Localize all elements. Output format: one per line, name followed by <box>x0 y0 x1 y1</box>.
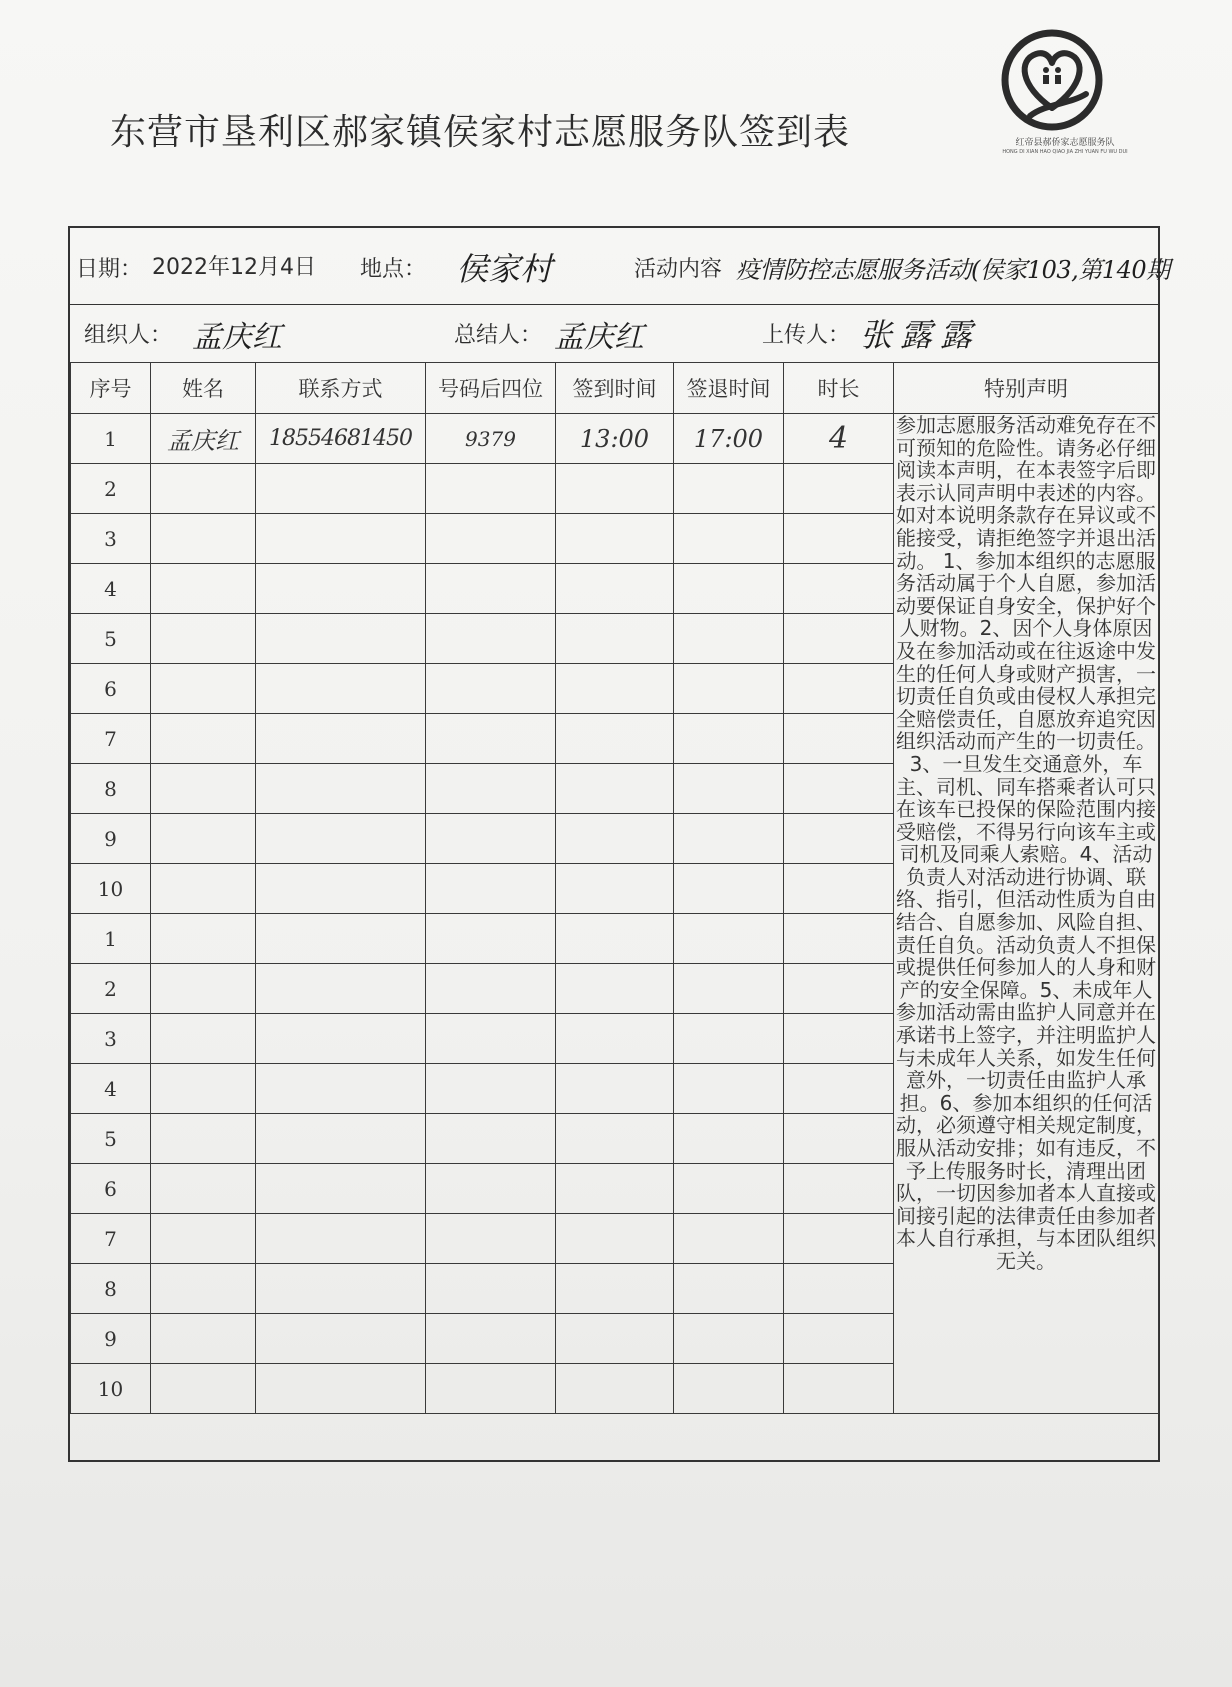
row-contact[interactable] <box>256 1214 426 1264</box>
page-title: 东营市垦利区郝家镇侯家村志愿服务队签到表 <box>110 112 851 153</box>
row-checkout[interactable] <box>674 1014 784 1064</box>
row-contact[interactable] <box>256 564 426 614</box>
row-duration[interactable] <box>784 1114 894 1164</box>
row-duration[interactable] <box>784 1364 894 1414</box>
row-checkout[interactable] <box>674 864 784 914</box>
row-contact[interactable] <box>256 764 426 814</box>
header-duration: 时长 <box>784 363 894 414</box>
row-checkout[interactable] <box>674 764 784 814</box>
row-checkin[interactable] <box>556 714 674 764</box>
row-last4[interactable] <box>426 764 556 814</box>
row-last4[interactable] <box>426 1014 556 1064</box>
row-seq: 10 <box>71 1364 151 1414</box>
row-seq: 5 <box>71 1114 151 1164</box>
row-contact[interactable] <box>256 664 426 714</box>
row-duration[interactable] <box>784 1164 894 1214</box>
row-checkin[interactable] <box>556 814 674 864</box>
row-checkin[interactable] <box>556 664 674 714</box>
row-seq: 5 <box>71 614 151 664</box>
row-last4[interactable] <box>426 914 556 964</box>
row-checkin[interactable] <box>556 1064 674 1114</box>
row-last4[interactable] <box>426 714 556 764</box>
row-contact[interactable] <box>256 964 426 1014</box>
row-contact[interactable] <box>256 514 426 564</box>
row-name[interactable] <box>151 614 256 664</box>
row-last4[interactable] <box>426 514 556 564</box>
row-last4[interactable] <box>426 464 556 514</box>
row-name[interactable] <box>151 714 256 764</box>
row-checkin[interactable] <box>556 1014 674 1064</box>
row-contact[interactable] <box>256 1314 426 1364</box>
table-header-row <box>71 363 1159 414</box>
header-seq: 序号 <box>71 363 151 414</box>
row-duration[interactable] <box>784 764 894 814</box>
row-contact[interactable] <box>256 1364 426 1414</box>
place-label: 地点： <box>360 257 427 282</box>
row-duration[interactable] <box>784 964 894 1014</box>
row-checkout[interactable] <box>674 1064 784 1114</box>
header-declaration: 特别声明 <box>894 363 1159 414</box>
row-duration[interactable] <box>784 814 894 864</box>
row-name[interactable] <box>151 764 256 814</box>
row-duration[interactable]: 4 <box>784 414 894 464</box>
date-value: 2022年12月4日 <box>152 255 316 280</box>
row-name[interactable] <box>151 564 256 614</box>
row-seq: 8 <box>71 764 151 814</box>
volunteer-logo <box>990 20 1140 165</box>
header-name: 姓名 <box>151 363 256 414</box>
row-checkin[interactable] <box>556 1164 674 1214</box>
row-duration[interactable] <box>784 664 894 714</box>
organizer-label: 组织人： <box>84 323 173 348</box>
row-last4[interactable] <box>426 564 556 614</box>
row-checkin[interactable] <box>556 914 674 964</box>
row-last4[interactable] <box>426 1164 556 1214</box>
row-checkout[interactable] <box>674 464 784 514</box>
row-name[interactable]: 孟庆红 <box>151 414 256 464</box>
row-duration[interactable] <box>784 714 894 764</box>
row-checkout[interactable] <box>674 514 784 564</box>
row-name[interactable] <box>151 1314 256 1364</box>
row-checkout[interactable] <box>674 1114 784 1164</box>
row-checkout[interactable] <box>674 664 784 714</box>
row-checkout[interactable]: 17:00 <box>674 414 784 464</box>
row-checkout[interactable] <box>674 814 784 864</box>
row-duration[interactable] <box>784 564 894 614</box>
row-checkout[interactable] <box>674 614 784 664</box>
row-seq: 7 <box>71 1214 151 1264</box>
row-name[interactable] <box>151 914 256 964</box>
row-checkin[interactable] <box>556 1314 674 1364</box>
row-name[interactable] <box>151 464 256 514</box>
row-checkout[interactable] <box>674 714 784 764</box>
row-name[interactable] <box>151 1214 256 1264</box>
row-last4[interactable] <box>426 1264 556 1314</box>
row-checkout[interactable] <box>674 964 784 1014</box>
row-duration[interactable] <box>784 464 894 514</box>
row-duration[interactable] <box>784 1014 894 1064</box>
table-row <box>71 414 1159 464</box>
row-duration[interactable] <box>784 914 894 964</box>
row-last4[interactable] <box>426 864 556 914</box>
row-last4[interactable] <box>426 1114 556 1164</box>
info-row-people <box>70 304 1158 363</box>
row-checkout[interactable] <box>674 1314 784 1364</box>
row-checkout[interactable] <box>674 1214 784 1264</box>
row-name[interactable] <box>151 1064 256 1114</box>
row-contact[interactable] <box>256 464 426 514</box>
row-checkin[interactable] <box>556 1264 674 1314</box>
row-checkin[interactable] <box>556 614 674 664</box>
uploader-label: 上传人： <box>762 323 851 348</box>
activity-label: 活动内容 <box>634 257 723 282</box>
row-last4[interactable] <box>426 1364 556 1414</box>
row-contact[interactable] <box>256 914 426 964</box>
row-contact[interactable] <box>256 1164 426 1214</box>
row-checkout[interactable] <box>674 1364 784 1414</box>
row-checkout[interactable] <box>674 1164 784 1214</box>
signin-table <box>70 362 1159 1414</box>
row-duration[interactable] <box>784 1214 894 1264</box>
row-duration[interactable] <box>784 614 894 664</box>
row-last4[interactable] <box>426 964 556 1014</box>
row-checkin[interactable] <box>556 864 674 914</box>
row-duration[interactable] <box>784 1264 894 1314</box>
row-last4[interactable] <box>426 1314 556 1364</box>
row-contact[interactable] <box>256 1114 426 1164</box>
row-seq: 3 <box>71 514 151 564</box>
place-value: 侯家村 <box>456 250 553 288</box>
row-name[interactable] <box>151 1364 256 1414</box>
header-contact: 联系方式 <box>256 363 426 414</box>
row-seq: 4 <box>71 564 151 614</box>
date-label: 日期： <box>76 257 143 282</box>
row-checkin[interactable] <box>556 1214 674 1264</box>
row-name[interactable] <box>151 814 256 864</box>
row-contact[interactable]: 18554681450 <box>256 414 426 464</box>
info-row-date <box>70 228 1170 305</box>
row-seq: 10 <box>71 864 151 914</box>
activity-value: 疫情防控志愿服务活动(侯家103,第140期 <box>736 256 1170 284</box>
row-checkin[interactable] <box>556 464 674 514</box>
row-seq: 6 <box>71 664 151 714</box>
header-checkin: 签到时间 <box>556 363 674 414</box>
row-contact[interactable] <box>256 1014 426 1064</box>
row-name[interactable] <box>151 1164 256 1214</box>
row-duration[interactable] <box>784 1314 894 1364</box>
header-checkout: 签退时间 <box>674 363 784 414</box>
row-duration[interactable] <box>784 514 894 564</box>
row-seq: 4 <box>71 1064 151 1114</box>
logo-org-name: 红帝县郝侨家志愿服务队 <box>1015 138 1115 148</box>
row-last4[interactable] <box>426 1214 556 1264</box>
row-seq: 2 <box>71 964 151 1014</box>
row-name[interactable] <box>151 664 256 714</box>
summarizer-label: 总结人： <box>454 323 543 348</box>
row-contact[interactable] <box>256 1064 426 1114</box>
header-last4: 号码后四位 <box>426 363 556 414</box>
row-seq: 2 <box>71 464 151 514</box>
row-checkin[interactable]: 13:00 <box>556 414 674 464</box>
declaration-text: 参加志愿服务活动难免存在不可预知的危险性。请务必仔细阅读本声明，在本表签字后即表示认同声明中表述的内容。如对本说明条款存在异议或不能接受，请拒绝签字并退出活动。 1、参加本组织的志愿服务活动属于个人自愿，参加活动要保证自身安全，保护好个人财物。2、因个人身体原因及在参加活动或在往返途中发生的任何人身或财产损害，一切责任自负或由侵权人承担完全赔偿责任，自愿放弃追究因组织活动而产生的一切责任。3、一旦发生交通意外，车主、司机、同车搭乘者认可只在该车已投保的保险范围内接受赔偿，不得另行向该车主或司机及同乘人索赔。4、活动负责人对活动进行协调、联络、指引，但活动性质为自由结合、自愿参加、风险自担、责任自负。活动负责人不担保或提供任何参加人的人身和财产的安全保障。5、未成年人参加活动需由监护人同意并在承诺书上签字，并注明监护人与未成年人关系，如发生任何意外，一切责任由监护人承担。6、参加本组织的任何活动，必须遵守相关规定制度，服从活动安排；如有违反，不予上传服务时长，清理出团队，一切因参加者本人直接或间接引起的法律责任由参加者本人自行承担，与本团队组织无关。 <box>894 414 1159 1414</box>
organizer-value: 孟庆红 <box>192 320 282 355</box>
row-seq: 3 <box>71 1014 151 1064</box>
row-name[interactable] <box>151 1014 256 1064</box>
row-duration[interactable] <box>784 1064 894 1114</box>
row-checkin[interactable] <box>556 764 674 814</box>
signin-sheet <box>68 226 1170 1462</box>
uploader-value: 张露露 <box>860 316 981 354</box>
row-name[interactable] <box>151 864 256 914</box>
row-checkin[interactable] <box>556 1364 674 1414</box>
row-seq: 8 <box>71 1264 151 1314</box>
row-seq: 9 <box>71 814 151 864</box>
row-checkin[interactable] <box>556 514 674 564</box>
row-last4[interactable] <box>426 664 556 714</box>
row-seq: 6 <box>71 1164 151 1214</box>
row-seq: 1 <box>71 914 151 964</box>
row-contact[interactable] <box>256 1264 426 1314</box>
row-name[interactable] <box>151 1114 256 1164</box>
row-checkout[interactable] <box>674 914 784 964</box>
row-last4[interactable]: 9379 <box>426 414 556 464</box>
row-checkout[interactable] <box>674 564 784 614</box>
row-name[interactable] <box>151 514 256 564</box>
row-last4[interactable] <box>426 614 556 664</box>
row-contact[interactable] <box>256 864 426 914</box>
row-name[interactable] <box>151 1264 256 1314</box>
logo-org-subtitle: HONG DI XIAN HAO QIAO JIA ZHI YUAN FU WU DUI <box>1002 149 1128 155</box>
row-checkout[interactable] <box>674 1264 784 1314</box>
row-seq: 9 <box>71 1314 151 1364</box>
row-last4[interactable] <box>426 1064 556 1114</box>
row-contact[interactable] <box>256 814 426 864</box>
heart-logo-icon <box>990 20 1140 135</box>
row-contact[interactable] <box>256 714 426 764</box>
row-checkin[interactable] <box>556 1114 674 1164</box>
row-checkin[interactable] <box>556 964 674 1014</box>
summarizer-value: 孟庆红 <box>554 320 644 355</box>
row-seq: 1 <box>71 414 151 464</box>
row-contact[interactable] <box>256 614 426 664</box>
row-name[interactable] <box>151 964 256 1014</box>
row-checkin[interactable] <box>556 564 674 614</box>
row-last4[interactable] <box>426 814 556 864</box>
row-seq: 7 <box>71 714 151 764</box>
row-duration[interactable] <box>784 864 894 914</box>
